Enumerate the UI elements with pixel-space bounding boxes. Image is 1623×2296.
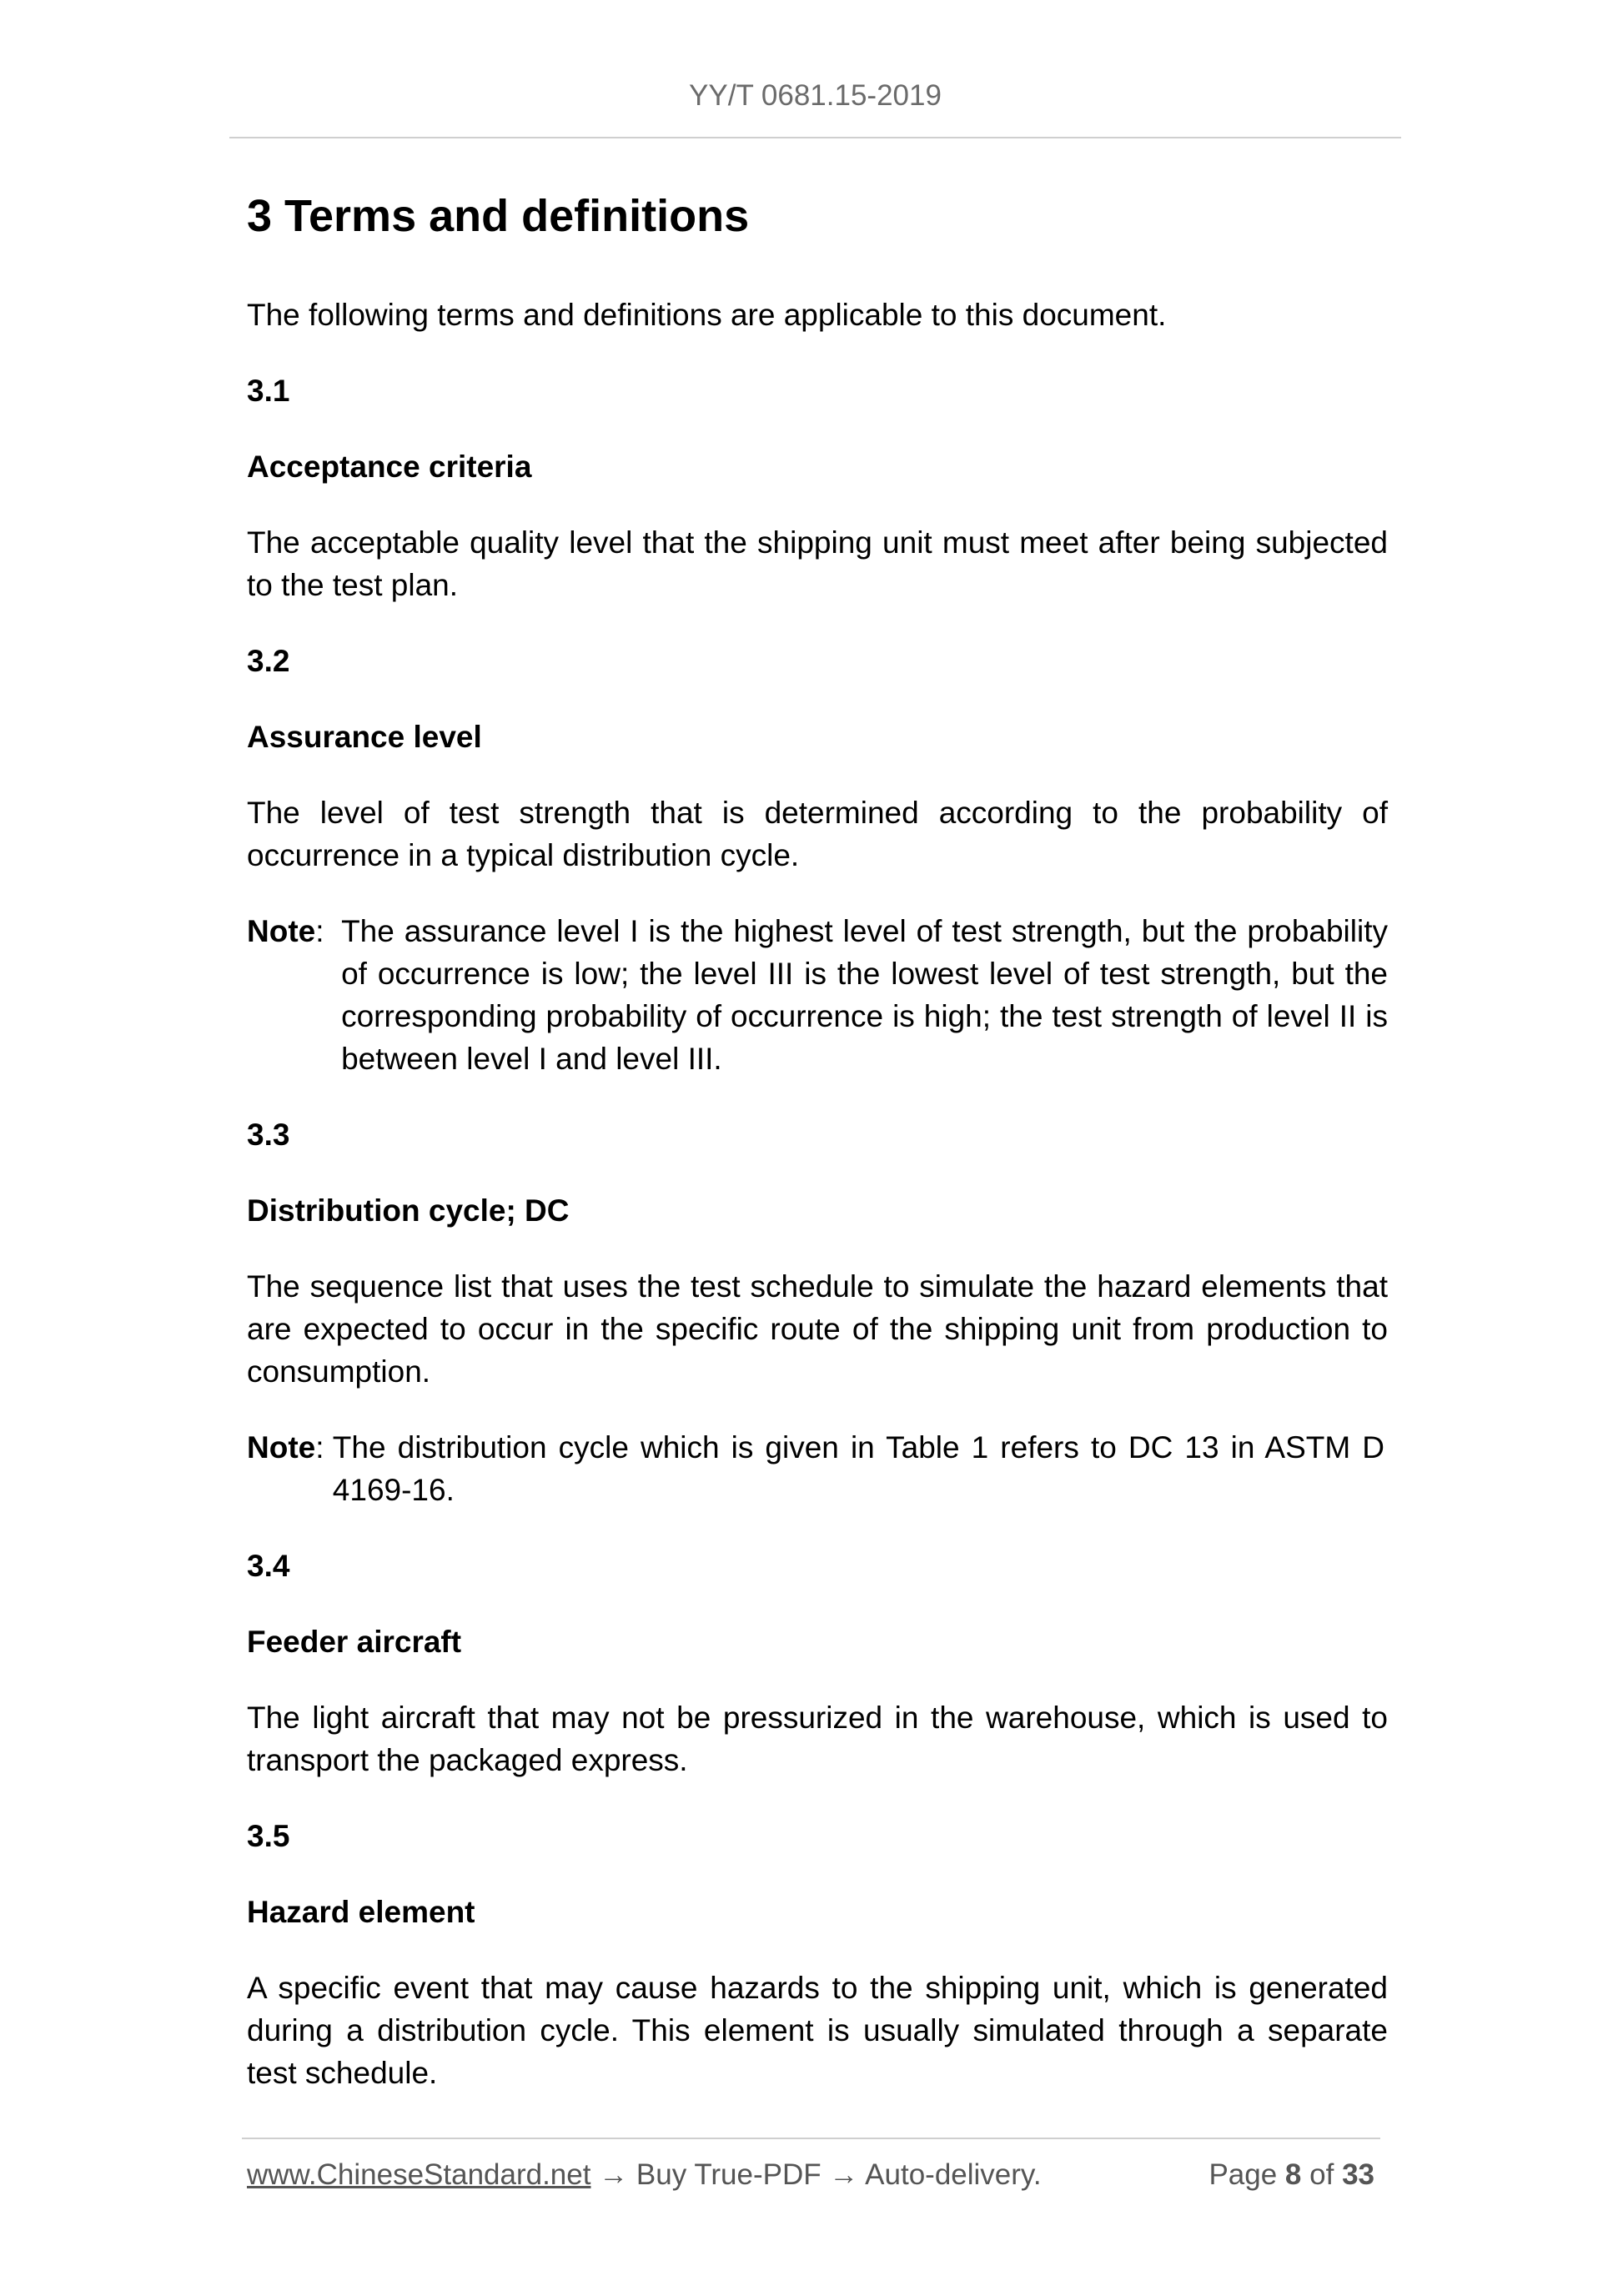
term-name: Assurance level [247, 720, 482, 754]
page-counter [1208, 2158, 1374, 2192]
footer-left [247, 2158, 1042, 2192]
term-definition: The light aircraft that may not be pressurized in the warehouse, which is used to transport the packaged express. [247, 1701, 1388, 1777]
term-number: 3.4 [247, 1549, 290, 1583]
note-text: The assurance level I is the highest level of test strength, but the probability of occurrence is low; the level III is the lowest level of test strength, but the corresponding probability of occurrence is high; the test strength of level II is between level I and level III. [341, 914, 1388, 1076]
term-number: 3.2 [247, 644, 290, 678]
term-definition: The sequence list that uses the test schedule to simulate the hazard elements that are expected to occur in the specific route of the shipping unit from production to consumption. [247, 1269, 1388, 1389]
note-label-wrap: Note: [247, 1430, 333, 1465]
term-definition: The level of test strength that is determined according to the probability of occurrence in a typical distribution cycle. [247, 796, 1388, 872]
section-intro: The following terms and definitions are applicable to this document. [247, 298, 1167, 332]
website-link[interactable]: www.ChineseStandard.net [247, 2158, 591, 2191]
term-number: 3.1 [247, 374, 290, 408]
term-name: Distribution cycle; DC [247, 1193, 570, 1228]
page-word: Page [1208, 2158, 1278, 2191]
term-number: 3.5 [247, 1819, 290, 1853]
page-total: 33 [1342, 2158, 1374, 2191]
document-id-header: YY/T 0681.15-2019 [689, 79, 942, 112]
term-note [247, 1426, 1388, 1511]
footer-tagline: → Buy True-PDF → Auto-delivery. [590, 2158, 1042, 2191]
of-word: of [1309, 2158, 1334, 2191]
header-divider [229, 137, 1401, 138]
term-number: 3.3 [247, 1118, 290, 1152]
page-footer [247, 2158, 1374, 2192]
term-name: Acceptance criteria [247, 450, 532, 484]
note-label-wrap: Note: [247, 914, 342, 948]
term-name: Hazard element [247, 1895, 475, 1929]
term-name: Feeder aircraft [247, 1625, 462, 1659]
term-definition: The acceptable quality level that the shipping unit must meet after being subjected to the test plan. [247, 525, 1388, 602]
footer-divider [242, 2138, 1380, 2139]
note-label: Note [247, 914, 316, 948]
section-title: 3 Terms and definitions [247, 191, 750, 241]
note-label: Note [247, 1430, 316, 1465]
term-definition: A specific event that may cause hazards to the shipping unit, which is generated during a distribution cycle. This element is usually simulated through a separate test schedule. [247, 1971, 1388, 2090]
page-current: 8 [1284, 2158, 1302, 2191]
note-text: The distribution cycle which is given in Table 1 refers to DC 13 in ASTM D 4169-16. [332, 1430, 1384, 1507]
term-note [247, 910, 1388, 1080]
